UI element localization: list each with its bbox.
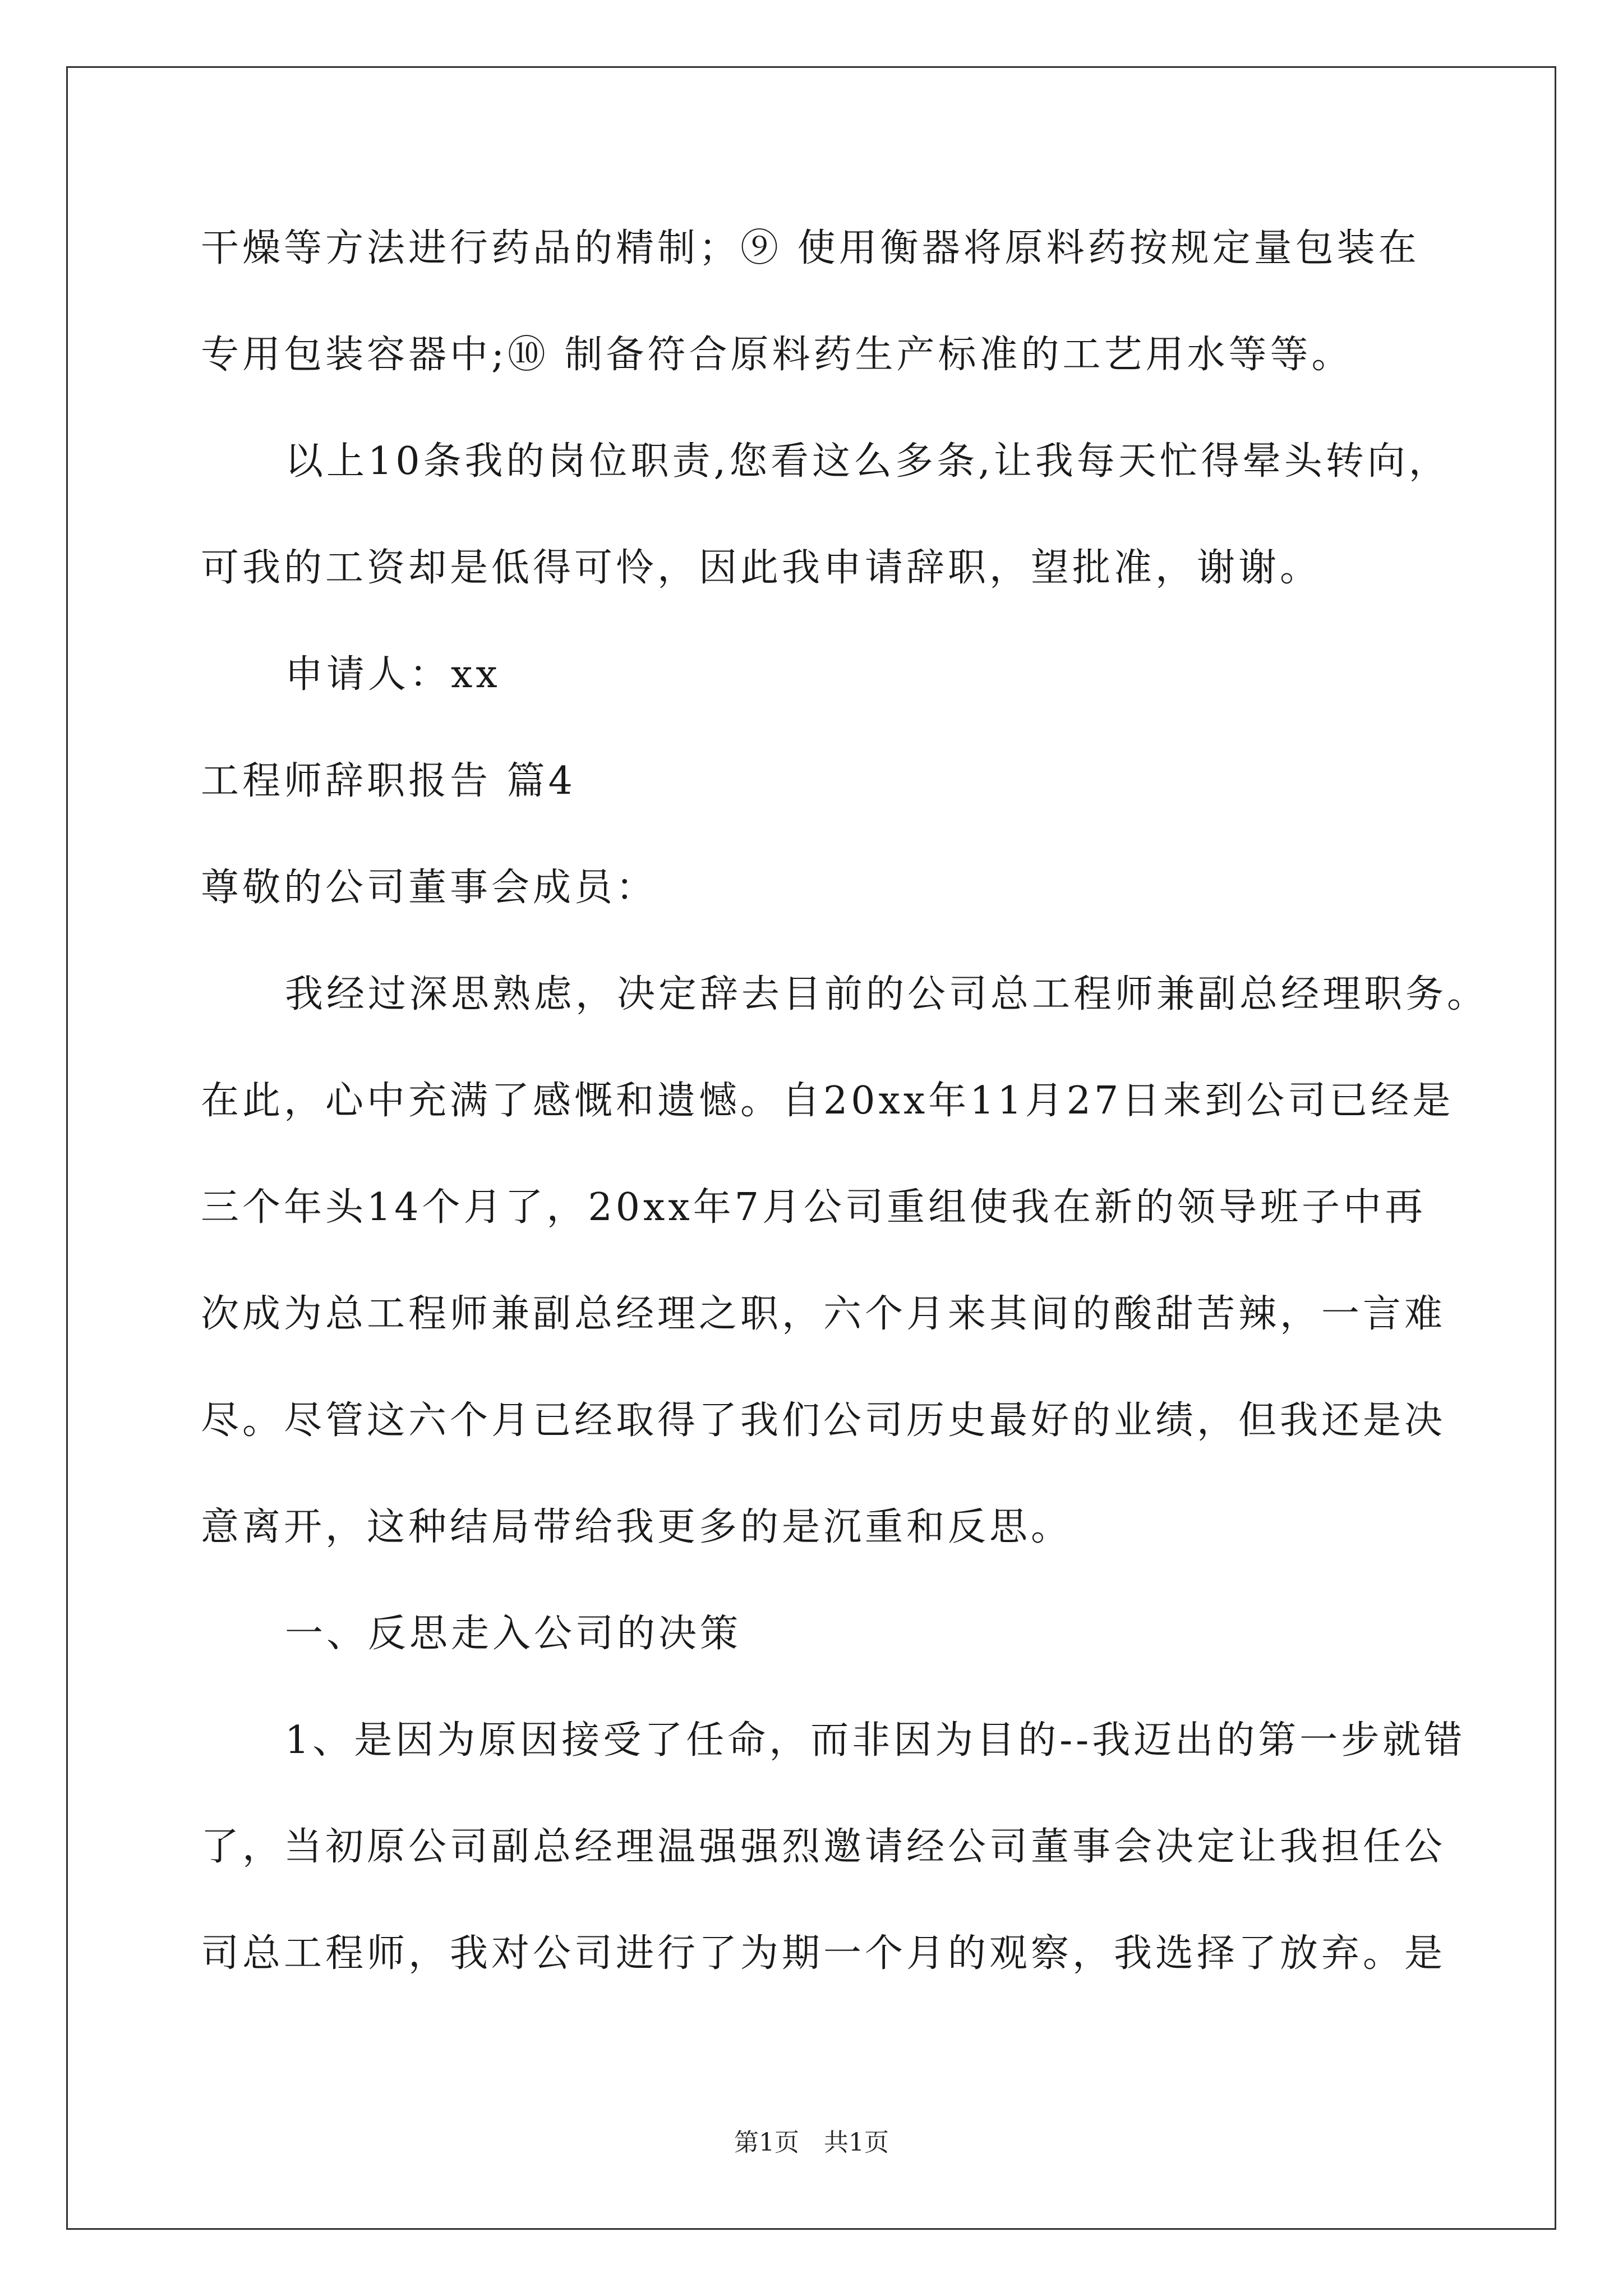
salutation: 尊敬的公司董事会成员：: [201, 866, 658, 910]
text-line: 干燥等方法进行药品的精制；⑨ 使用衡器将原料药按规定量包装在: [201, 226, 1420, 270]
text-line: 以上10条我的岗位职责,您看这么多条,让我每天忙得晕头转向，: [285, 439, 1450, 484]
signature-line: 申请人：xx: [285, 652, 501, 697]
text-line: 可我的工资却是低得可怜，因此我申请辞职，望批准，谢谢。: [201, 546, 1322, 590]
page-border: [66, 66, 1556, 2230]
text-line: 次成为总工程师兼副总经理之职，六个月来其间的酸甜苦辣，一言难: [201, 1292, 1446, 1336]
page-number: 第1页 共1页: [734, 2128, 889, 2157]
text-line: 三个年头14个月了，20xx年7月公司重组使我在新的领导班子中再: [201, 1185, 1427, 1230]
subsection-heading: 一、反思走入公司的决策: [285, 1612, 742, 1656]
section-heading: 工程师辞职报告 篇4: [201, 759, 576, 803]
text-line: 1、是因为原因接受了任命，而非因为目的--我迈出的第一步就错: [285, 1718, 1466, 1763]
text-line: 了，当初原公司副总经理温强强烈邀请经公司董事会决定让我担任公: [201, 1825, 1446, 1869]
text-line: 专用包装容器中;⑩ 制备符合原料药生产标准的工艺用水等等。: [201, 333, 1353, 377]
text-line: 司总工程师，我对公司进行了为期一个月的观察，我选择了放弃。是: [201, 1931, 1446, 1976]
text-line: 尽。尽管这六个月已经取得了我们公司历史最好的业绩，但我还是决: [201, 1398, 1446, 1443]
text-line: 意离开，这种结局带给我更多的是沉重和反思。: [201, 1505, 1073, 1549]
text-line: 我经过深思熟虑，决定辞去目前的公司总工程师兼副总经理职务。: [285, 972, 1489, 1016]
text-line: 在此，心中充满了感慨和遗憾。自20xx年11月27日来到公司已经是: [201, 1079, 1454, 1123]
